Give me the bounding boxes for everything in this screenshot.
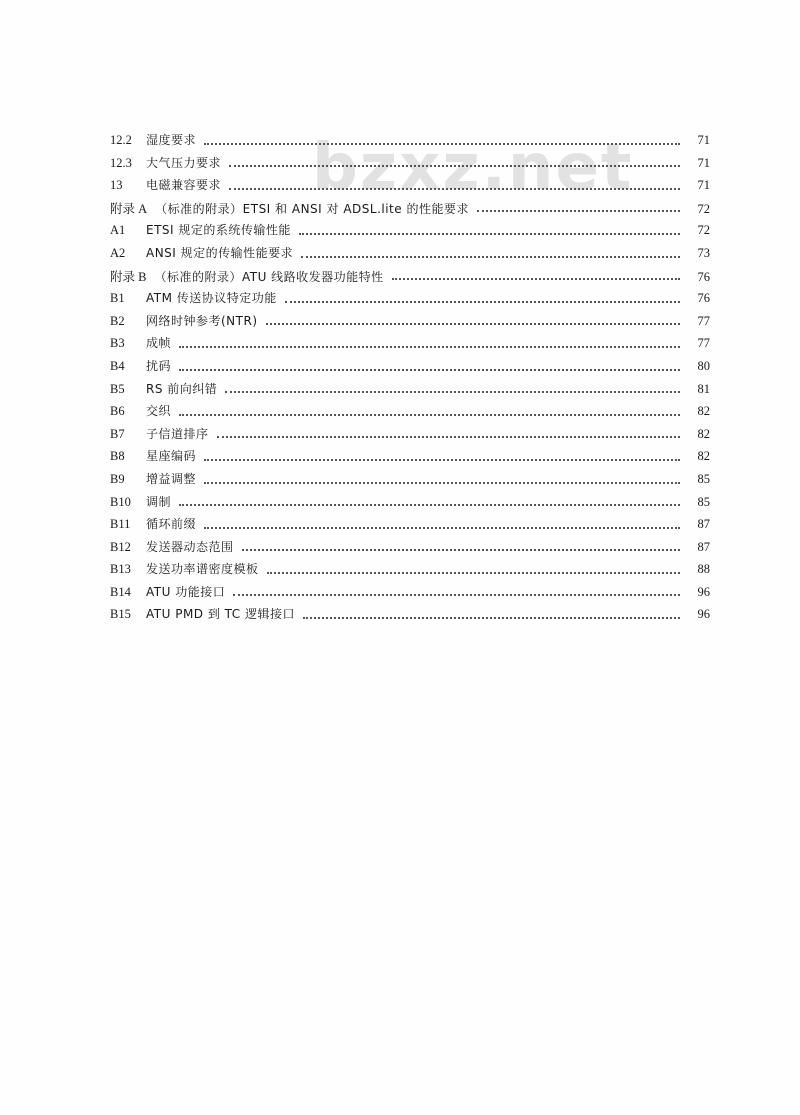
toc-entry-page: 81 <box>697 381 710 396</box>
toc-entry-page: 77 <box>697 336 710 351</box>
toc-entry-number: 12.2 <box>110 133 132 147</box>
toc-entry-number: 13 <box>110 178 123 193</box>
toc-entry-number: B4 <box>110 358 125 373</box>
toc-entry-number: B12 <box>110 539 131 554</box>
toc-entry-page: 96 <box>697 584 710 599</box>
dot-leader <box>204 143 680 145</box>
toc-entry-number: B15 <box>110 607 131 622</box>
toc-entry[interactable] <box>110 131 710 154</box>
dot-leader <box>229 188 680 190</box>
toc-entry-page: 77 <box>697 313 710 328</box>
toc-entry-number: A2 <box>110 245 126 260</box>
dot-leader <box>204 459 680 461</box>
toc-entry[interactable] <box>110 334 710 357</box>
dot-leader <box>179 504 680 506</box>
dot-leader <box>179 346 680 348</box>
toc-entry-title: 子信道排序 <box>146 426 209 441</box>
toc-entry-title: 增益调整 <box>146 471 197 486</box>
toc-entry-title: 湿度要求 <box>146 133 197 147</box>
toc-entry-number: 附录 B <box>110 269 147 284</box>
toc-entry[interactable] <box>110 244 710 267</box>
toc-entry-page: 80 <box>697 358 710 373</box>
dot-leader <box>204 527 680 529</box>
dot-leader <box>477 210 680 212</box>
toc-entry[interactable] <box>110 560 710 583</box>
toc-entry-title: （标准的附录）ATU 线路收发器功能特性 <box>154 269 384 284</box>
dot-leader <box>229 165 680 167</box>
toc-entry[interactable] <box>110 515 710 538</box>
toc-entry[interactable] <box>110 402 710 425</box>
toc-entry-page: 71 <box>697 178 710 193</box>
toc-entry-page: 73 <box>697 245 710 260</box>
toc-entry[interactable] <box>110 312 710 335</box>
toc-entry[interactable] <box>110 493 710 516</box>
toc-entry-title: 星座编码 <box>146 449 197 464</box>
toc-entry[interactable] <box>110 357 710 380</box>
dot-leader <box>217 436 680 438</box>
toc-entry-title: ANSI 规定的传输性能要求 <box>146 245 294 260</box>
toc-entry[interactable] <box>110 538 710 561</box>
toc-entry[interactable] <box>110 425 710 448</box>
toc-entry-page: 76 <box>697 291 710 306</box>
table-of-contents <box>110 131 710 628</box>
toc-entry[interactable] <box>110 583 710 606</box>
toc-entry-title: ATU 功能接口 <box>146 584 226 599</box>
dot-leader <box>179 369 680 371</box>
toc-entry-number: B6 <box>110 404 125 419</box>
toc-entry-number: B9 <box>110 471 125 486</box>
toc-entry-number: 12.3 <box>110 155 132 170</box>
toc-entry-number: B14 <box>110 584 131 599</box>
dot-leader <box>204 482 680 484</box>
toc-entry-page: 88 <box>697 562 710 577</box>
toc-entry-page: 87 <box>697 517 710 532</box>
toc-entry-title: 网络时钟参考(NTR) <box>146 313 258 328</box>
toc-entry-number: B2 <box>110 313 125 328</box>
toc-entry-number: A1 <box>110 223 126 238</box>
toc-entry-title: ETSI 规定的系统传输性能 <box>146 223 291 238</box>
toc-entry-number: B5 <box>110 381 125 396</box>
toc-entry[interactable] <box>110 154 710 177</box>
toc-entry[interactable] <box>110 605 710 628</box>
dot-leader <box>179 414 680 416</box>
toc-entry[interactable] <box>110 447 710 470</box>
dot-leader <box>267 572 680 574</box>
toc-entry-page: 87 <box>697 539 710 554</box>
toc-entry-page: 82 <box>697 426 710 441</box>
toc-entry-number: B8 <box>110 449 125 464</box>
toc-entry-page: 72 <box>697 223 710 238</box>
toc-entry-title: ATU PMD 到 TC 逻辑接口 <box>146 607 295 622</box>
dot-leader <box>233 594 680 596</box>
toc-entry-title: 电磁兼容要求 <box>146 178 222 193</box>
toc-entry[interactable] <box>110 289 710 312</box>
dot-leader <box>225 391 680 393</box>
toc-entry-appendix-a[interactable] <box>110 199 710 222</box>
toc-entry[interactable] <box>110 176 710 199</box>
toc-entry-title: ATM 传送协议特定功能 <box>146 291 277 306</box>
toc-entry-number: B1 <box>110 291 125 306</box>
toc-entry-page: 96 <box>697 607 710 622</box>
toc-entry-title: 交织 <box>146 404 172 419</box>
toc-entry-title: 调制 <box>146 494 172 509</box>
toc-entry-page: 76 <box>697 269 710 284</box>
dot-leader <box>242 549 680 551</box>
toc-entry-number: B3 <box>110 336 125 351</box>
toc-entry-title: 扰码 <box>146 358 172 373</box>
toc-entry-page: 71 <box>697 155 710 170</box>
toc-entry-page: 85 <box>697 494 710 509</box>
toc-entry[interactable] <box>110 380 710 403</box>
toc-entry-title: 成帧 <box>146 336 172 351</box>
toc-entry[interactable] <box>110 221 710 244</box>
toc-entry-title: 发送功率谱密度模板 <box>146 562 259 577</box>
dot-leader <box>285 301 680 303</box>
toc-entry[interactable] <box>110 470 710 493</box>
toc-entry-title: （标准的附录）ETSI 和 ANSI 对 ADSL.lite 的性能要求 <box>155 201 469 216</box>
dot-leader <box>392 278 680 280</box>
toc-entry-page: 85 <box>697 471 710 486</box>
toc-entry-title: 大气压力要求 <box>146 155 222 170</box>
watermark: bzxz.net <box>312 131 634 205</box>
toc-entry-number: B13 <box>110 562 131 577</box>
toc-entry-title: 循环前缀 <box>146 517 197 532</box>
toc-entry-page: 71 <box>697 133 710 147</box>
toc-entry-number: B11 <box>110 517 131 532</box>
toc-entry-page: 72 <box>697 201 710 216</box>
toc-entry-number: B7 <box>110 426 125 441</box>
toc-entry-title: 发送器动态范围 <box>146 539 234 554</box>
dot-leader <box>301 256 680 258</box>
toc-entry-page: 82 <box>697 404 710 419</box>
dot-leader <box>303 617 680 619</box>
dot-leader <box>266 323 680 325</box>
toc-entry-title: RS 前向纠错 <box>146 381 218 396</box>
toc-entry-number: B10 <box>110 494 131 509</box>
toc-entry-appendix-b[interactable] <box>110 267 710 290</box>
toc-entry-number: 附录 A <box>110 201 148 216</box>
dot-leader <box>299 233 680 235</box>
toc-entry-page: 82 <box>697 449 710 464</box>
